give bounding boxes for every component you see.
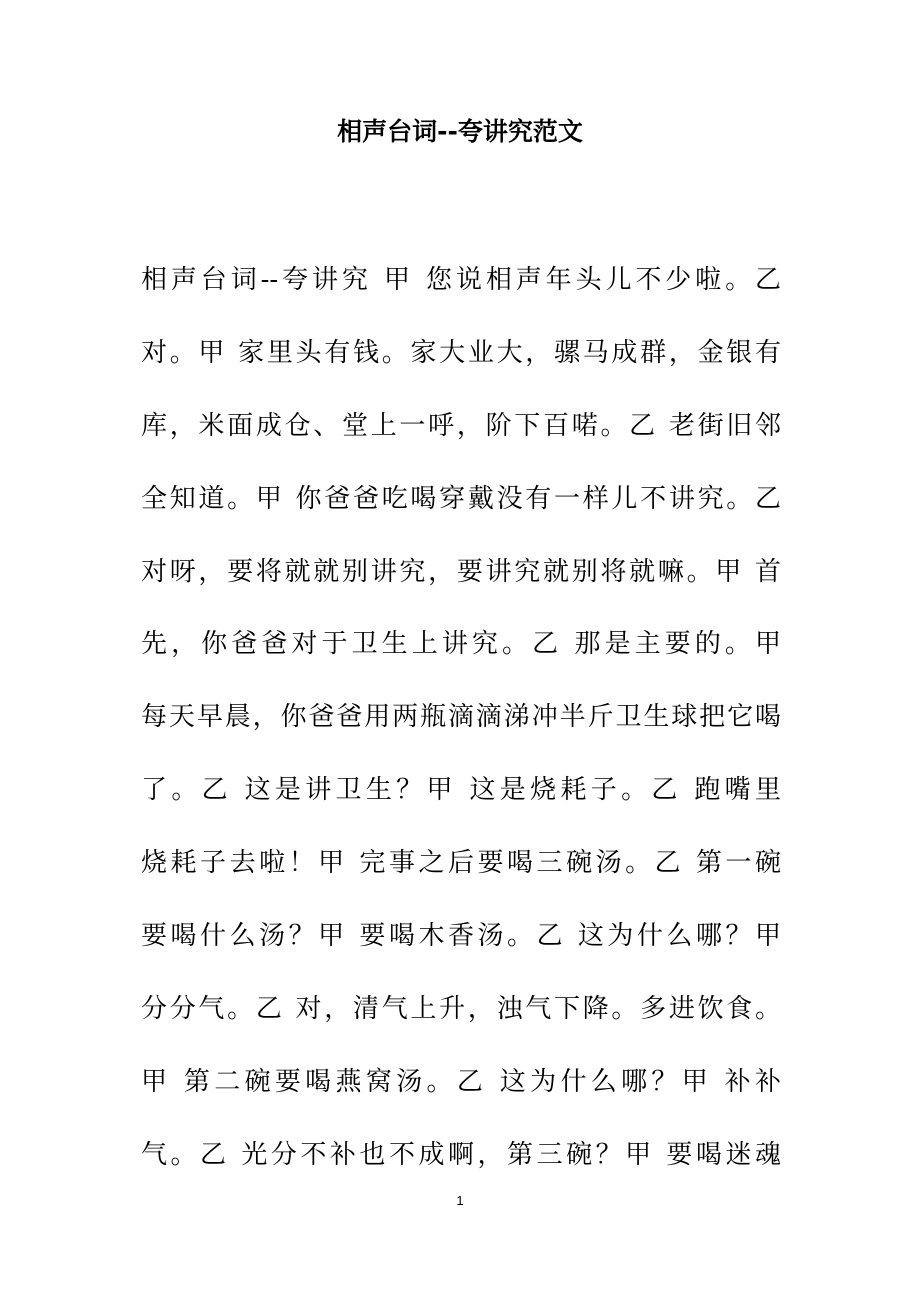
body-line: 先，你爸爸对于卫生上讲究。乙 那是主要的。甲: [141, 629, 781, 660]
body-line: 甲 第二碗要喝燕窝汤。乙 这为什么哪？甲 补补: [141, 1066, 781, 1097]
body-line: 每天早晨，你爸爸用两瓶滴滴涕冲半斤卫生球把它喝: [141, 702, 781, 733]
body-line: 分分气。乙 对，清气上升，浊气下降。多进饮食。: [141, 993, 781, 1024]
body-line: 全知道。甲 你爸爸吃喝穿戴没有一样儿不讲究。乙: [141, 483, 781, 514]
body-line: 要喝什么汤？甲 要喝木香汤。乙 这为什么哪？甲: [141, 921, 781, 952]
page-number: 1: [456, 1193, 464, 1208]
body-line: 气。乙 光分不补也不成啊，第三碗？甲 要喝迷魂: [141, 1139, 781, 1170]
body-line: 对。甲 家里头有钱。家大业大，骡马成群，金银有: [141, 337, 781, 368]
body-line: 烧耗子去啦！甲 完事之后要喝三碗汤。乙 第一碗: [141, 848, 781, 879]
body-line: 了。乙 这是讲卫生？甲 这是烧耗子。乙 跑嘴里: [141, 775, 781, 806]
body-line: 相声台词--夸讲究 甲 您说相声年头儿不少啦。乙: [141, 265, 781, 295]
document-body: [141, 252, 781, 1200]
body-line: 对呀，要将就就别讲究，要讲究就别将就嘛。甲 首: [141, 556, 781, 587]
body-line: 库，米面成仓、堂上一呼，阶下百喏。乙 老街旧邻: [141, 410, 781, 441]
document-title: 相声台词--夸讲究范文: [337, 117, 583, 146]
